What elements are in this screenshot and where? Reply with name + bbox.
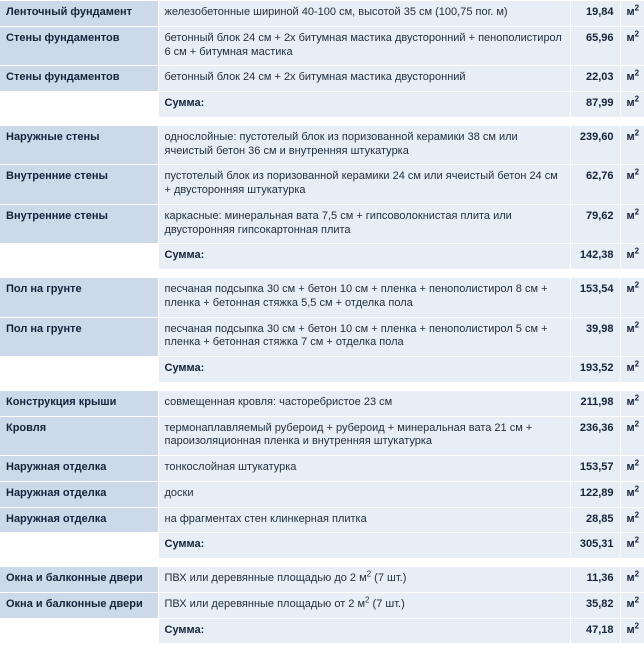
row-description: пустотелый блок из поризованной керамики 24 см или ячеистый бетон 24 см + двусторонняя штукатурка [158,165,570,205]
row-value: 22,03 [570,66,620,92]
sum-label: Сумма: [158,618,570,644]
row-category: Окна и балконные двери [0,567,158,593]
sum-row [0,92,644,118]
row-unit: $м^2$ [620,244,644,270]
row-category: Наружная отделка [0,481,158,507]
row-value: 11,36 [570,567,620,593]
row-category: Внутренние стены [0,165,158,205]
group-separator [0,270,644,278]
row-value: 28,85 [570,507,620,533]
sum-value: 47,18 [570,618,620,644]
row-unit: $м^2$ [620,66,644,92]
table-row [0,567,644,593]
row-unit: $м^2$ [620,92,644,118]
sum-label: Сумма: [158,533,570,559]
row-category: Наружные стены [0,125,158,165]
row-description: каркасные: минеральная вата 7,5 см + гипсоволокнистая плита или двусторонняя гипсокартонная плита [158,204,570,244]
row-value: 35,82 [570,592,620,618]
row-description: доски [158,481,570,507]
row-unit: $м^2$ [620,204,644,244]
row-description: бетонный блок 24 см + 2х битумная мастика двусторонний + пенополистирол 6 см + битумная мастика [158,26,570,66]
table-row [0,592,644,618]
table-row [0,165,644,205]
row-category: Ленточный фундамент [0,1,158,27]
sum-row [0,533,644,559]
row-unit: $м^2$ [620,592,644,618]
row-category: Стены фундаментов [0,26,158,66]
table-row [0,278,644,318]
sum-value: 87,99 [570,92,620,118]
row-unit: $м^2$ [620,1,644,27]
row-unit: $м^2$ [620,567,644,593]
row-category: Наружная отделка [0,456,158,482]
group-separator-cell [0,382,644,390]
row-description: бетонный блок 24 см + 2х битумная мастика двусторонний [158,66,570,92]
table-row [0,1,644,27]
row-unit: $м^2$ [620,278,644,318]
table-row [0,416,644,456]
group-separator-cell [0,117,644,125]
table-row [0,390,644,416]
row-category: Наружная отделка [0,507,158,533]
row-description: однослойные: пустотелый блок из поризованной керамики 38 см или ячеистый бетон 36 см и внутренняя штукатурка [158,125,570,165]
sum-label: Сумма: [158,357,570,383]
row-category [0,357,158,383]
row-description: тонкослойная штукатурка [158,456,570,482]
row-value: 153,54 [570,278,620,318]
table-row [0,481,644,507]
row-description: совмещенная кровля: часторебристое 23 см [158,390,570,416]
row-category: Пол на грунте [0,317,158,357]
row-category: Внутренние стены [0,204,158,244]
row-unit: $м^2$ [620,481,644,507]
row-unit: $м^2$ [620,416,644,456]
row-description: ПВХ или деревянные площадью до 2 $м^2$ (7 шт.) [158,567,570,593]
table-row [0,507,644,533]
sum-value: 193,52 [570,357,620,383]
group-separator [0,117,644,125]
row-category: Окна и балконные двери [0,592,158,618]
group-separator-cell [0,270,644,278]
row-value: 153,57 [570,456,620,482]
row-category [0,618,158,644]
table-row [0,204,644,244]
row-value: 239,60 [570,125,620,165]
row-unit: $м^2$ [620,456,644,482]
table-row [0,456,644,482]
row-category [0,92,158,118]
row-unit: $м^2$ [620,26,644,66]
group-separator-cell [0,559,644,567]
row-description: песчаная подсыпка 30 см + бетон 10 см + пленка + пенополистирол 5 см + пленка + бетонная стяжка 7 см + отделка пола [158,317,570,357]
row-description: песчаная подсыпка 30 см + бетон 10 см + пленка + пенополистирол 8 см + пленка + бетонная стяжка 5,5 см + отделка пола [158,278,570,318]
row-unit: $м^2$ [620,533,644,559]
row-category: Пол на грунте [0,278,158,318]
row-unit: $м^2$ [620,317,644,357]
sum-value: 305,31 [570,533,620,559]
row-unit: $м^2$ [620,390,644,416]
row-unit: $м^2$ [620,165,644,205]
row-category: Конструкция крыши [0,390,158,416]
row-unit: $м^2$ [620,357,644,383]
row-category: Стены фундаментов [0,66,158,92]
row-category [0,533,158,559]
row-description: железобетонные шириной 40-100 см, высотой 35 см (100,75 пог. м) [158,1,570,27]
table-row [0,66,644,92]
sum-value: 142,38 [570,244,620,270]
row-value: 122,89 [570,481,620,507]
row-value: 211,98 [570,390,620,416]
row-description: термонаплавляемый рубероид + рубероид + минеральная вата 21 см + пароизоляционная пленка и внутренняя штукатурка [158,416,570,456]
sum-row [0,357,644,383]
sum-label: Сумма: [158,244,570,270]
row-description: на фрагментах стен клинкерная плитка [158,507,570,533]
group-separator [0,559,644,567]
row-value: 65,96 [570,26,620,66]
table-row [0,125,644,165]
group-separator [0,382,644,390]
row-value: 19,84 [570,1,620,27]
table-row [0,317,644,357]
row-category: Кровля [0,416,158,456]
row-unit: $м^2$ [620,507,644,533]
sum-row [0,244,644,270]
row-value: 236,36 [570,416,620,456]
row-category [0,244,158,270]
sum-label: Сумма: [158,92,570,118]
row-description: ПВХ или деревянные площадью от 2 $м^2$ (7 шт.) [158,592,570,618]
row-value: 62,76 [570,165,620,205]
row-unit: $м^2$ [620,125,644,165]
table-row [0,26,644,66]
row-value: 79,62 [570,204,620,244]
sum-row [0,618,644,644]
row-unit: $м^2$ [620,618,644,644]
row-value: 39,98 [570,317,620,357]
